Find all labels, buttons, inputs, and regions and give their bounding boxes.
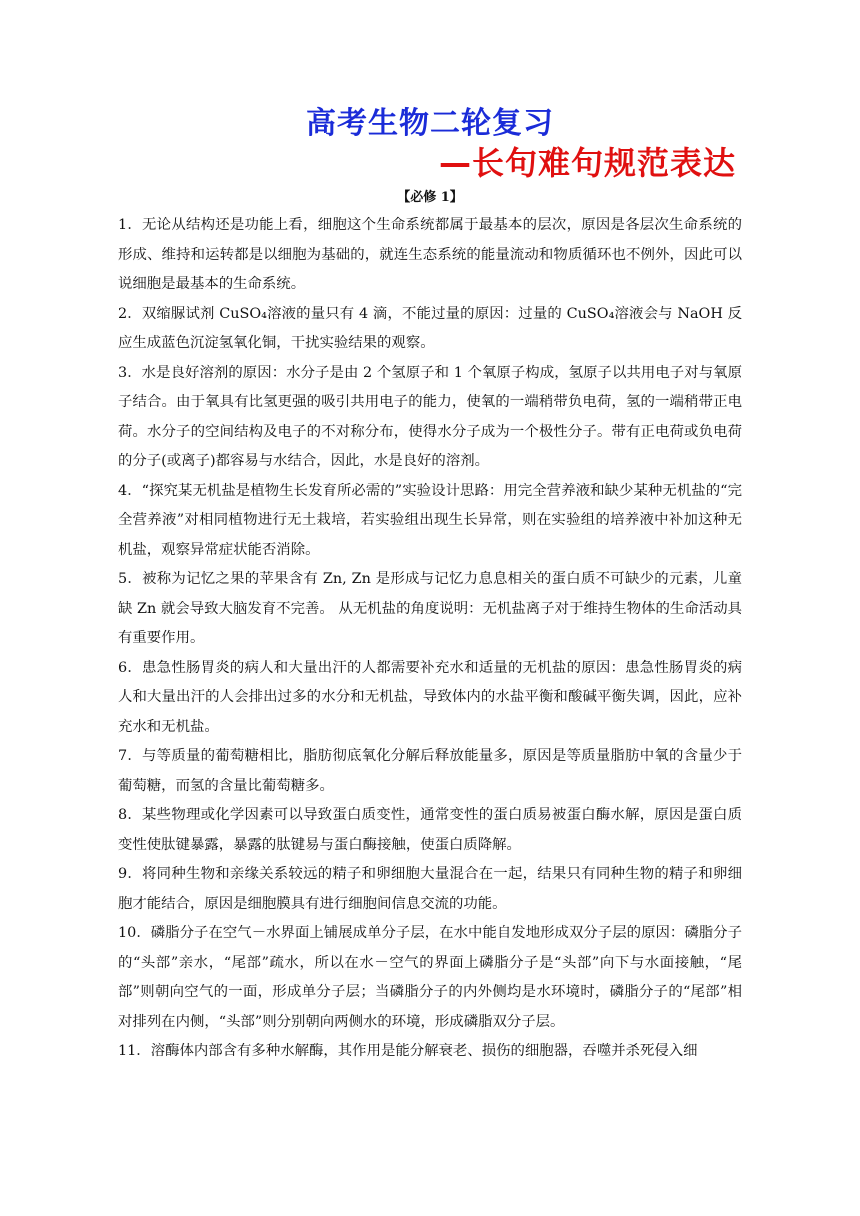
paragraph-9: 9．将同种生物和亲缘关系较远的精子和卵细胞大量混合在一起，结果只有同种生物的精子和卵细胞才能结合，原因是细胞膜具有进行细胞间信息交流的功能。: [118, 866, 742, 912]
paragraph-7: 7．与等质量的葡萄糖相比，脂肪彻底氧化分解后释放能量多，原因是等质量脂肪中氧的含量少于葡萄糖，而氢的含量比葡萄糖多。: [118, 748, 742, 794]
paragraph-1: 1．无论从结构还是功能上看，细胞这个生命系统都属于最基本的层次，原因是各层次生命系统的形成、维持和运转都是以细胞为基础的，就连生态系统的能量流动和物质循环也不例外，因此可以说细胞是最基本的生命系统。: [118, 217, 742, 292]
paragraph-11: 11．溶酶体内部含有多种水解酶，其作用是能分解衰老、损伤的细胞器，吞噬并杀死侵入细: [118, 1043, 698, 1059]
paragraph-3: 3．水是良好溶剂的原因：水分子是由 2 个氢原子和 1 个氧原子构成，氢原子以共用电子对与氧原子结合。由于氧具有比氢更强的吸引共用电子的能力，使氧的一端稍带负电荷，氢的一端稍带正电荷。水分子的空间结构及电子的不对称分布，使得水分子成为一个极性分子。带有正电荷或负电荷的分子(或离子)都容易与水结合，因此，水是良好的溶剂。: [118, 364, 742, 469]
paragraph-6: 6．患急性肠胃炎的病人和大量出汗的人都需要补充水和适量的无机盐的原因：患急性肠胃炎的病人和大量出汗的人会排出过多的水分和无机盐，导致体内的水盐平衡和酸碱平衡失调，因此，应补充水和无机盐。: [118, 659, 742, 735]
paragraph-4: 4．“探究某无机盐是植物生长发育所必需的”实验设计思路：用完全营养液和缺少某种无机盐的“完全营养液”对相同植物进行无土栽培，若实验组出现生长异常，则在实验组的培养液中补加这种无机盐，观察异常症状能否消除。: [118, 482, 742, 558]
document-title: 高考生物二轮复习: [306, 106, 554, 141]
paragraph-5: 5．被称为记忆之果的苹果含有 Zn, Zn 是形成与记忆力息息相关的蛋白质不可缺少的元素，儿童缺 Zn 就会导致大脑发育不完善。 从无机盐的角度说明：无机盐离子对于维持生物体的生命活动具有重要作用。: [118, 571, 742, 646]
paragraph-8: 8．某些物理或化学因素可以导致蛋白质变性，通常变性的蛋白质易被蛋白酶水解，原因是蛋白质变性使肽键暴露，暴露的肽键易与蛋白酶接触，使蛋白质降解。: [118, 807, 742, 853]
paragraph-2: 2．双缩脲试剂 CuSO₄溶液的量只有 4 滴，不能过量的原因：过量的 CuSO₄溶液会与 NaOH 反应生成蓝色沉淀氢氧化铜，干扰实验结果的观察。: [118, 305, 742, 351]
paragraph-10: 10．磷脂分子在空气－水界面上铺展成单分子层，在水中能自发地形成双分子层的原因：磷脂分子的“头部”亲水，“尾部”疏水，所以在水－空气的界面上磷脂分子是“头部”向下与水面接触，“尾部”则朝向空气的一面，形成单分子层；当磷脂分子的内外侧均是水环境时，磷脂分子的“尾部”相对排列在内侧，“头部”则分别朝向两侧水的环境，形成磷脂双分子层。: [118, 925, 742, 1030]
section-heading: 【必修 1】: [397, 190, 463, 205]
document-subtitle: —长句难句规范表达: [438, 144, 736, 182]
document-body: [118, 211, 742, 1067]
